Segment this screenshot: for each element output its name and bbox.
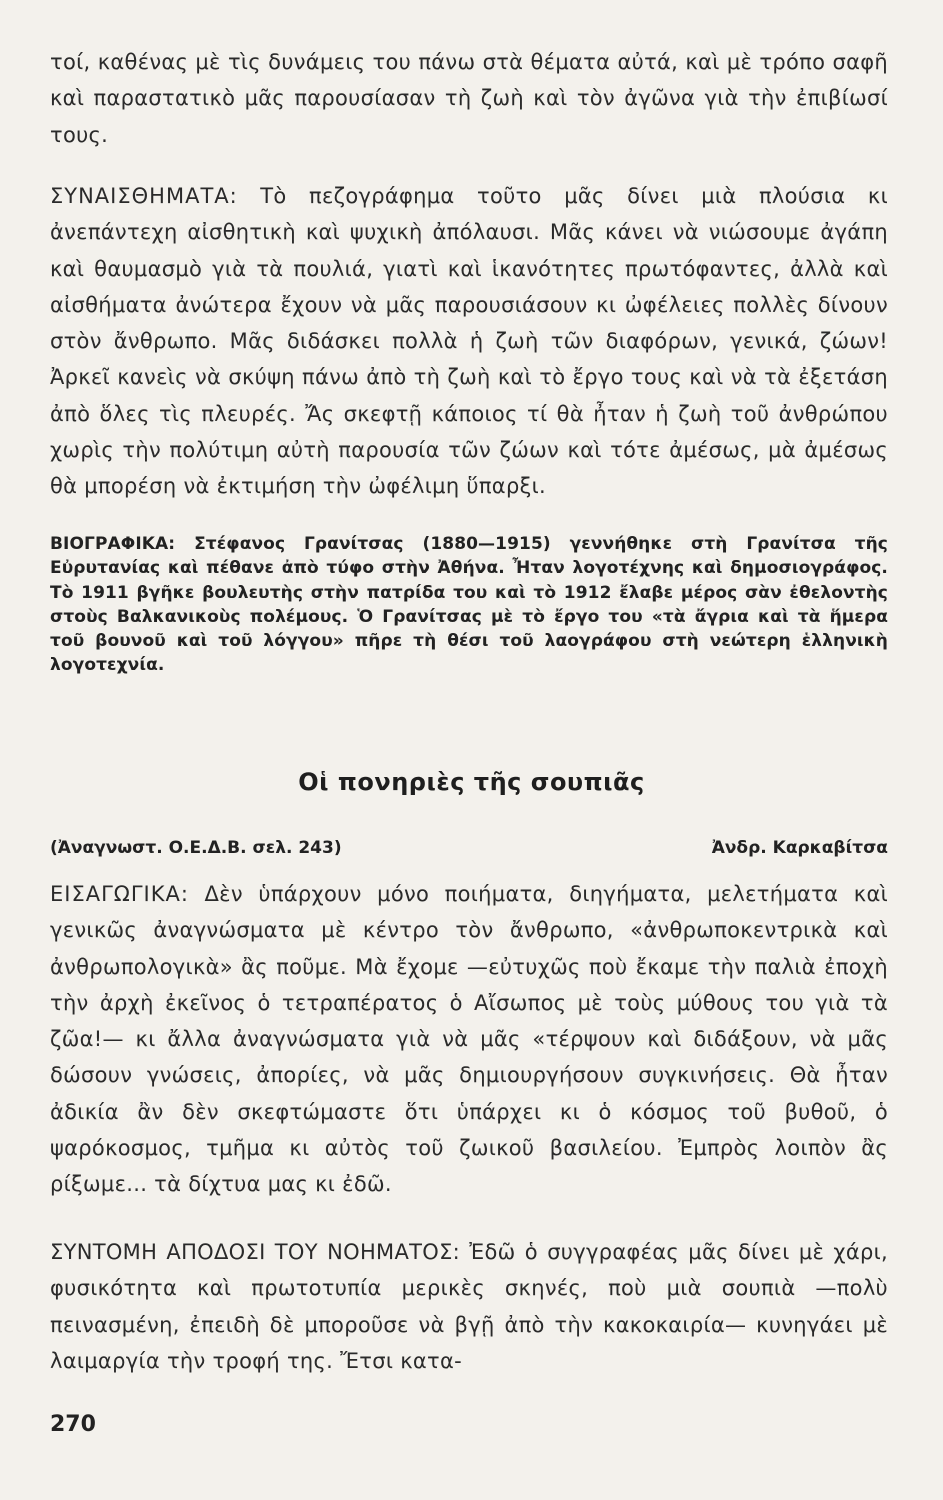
introduction-section [50,876,888,1203]
paragraph-text: τοί, καθένας μὲ τὶς δυνάμεις του πάνω στὰ θέματα αὐτά, καὶ μὲ τρόπο σαφῆ καὶ παραστατικὸ μᾶς παρουσίασαν τὴ ζωὴ καὶ τὸν ἀγῶνα γιὰ τὴν ἐπιβίωσί τους. [50,50,888,147]
biography-label: ΒΙΟΓΡΑΦΙΚΑ: [50,534,176,554]
summary-label: ΣΥΝΤΟΜΗ ΑΠΟΔΟΣΙ ΤΟΥ ΝΟΗΜΑΤΟΣ: [50,1240,461,1264]
page-number: 270 [50,1412,96,1437]
feelings-section [50,178,888,505]
source-line [50,838,888,858]
summary-section [50,1234,888,1379]
paragraph-continuation [50,44,888,153]
introduction-text: Δὲν ὑπάρχουν μόνο ποιήματα, διηγήματα, μελετήματα καὶ γενικῶς ἀναγνώσματα μὲ κέντρο τὸν ἄνθρωπο, «ἀνθρωποκεντρικὰ καὶ ἀνθρωπολογικὰ» ἂς ποῦμε. Μὰ ἔχομε —εὐτυχῶς ποὺ ἔκαμε τὴν παλιὰ ἐποχὴ τὴν ἀρχὴ ἐκεῖνος ὁ τετραπέρατος ὁ Αἴσωπος μὲ τοὺς μύθους του γιὰ τὰ ζῶα!— κι ἄλλα ἀναγνώσματα γιὰ νὰ μᾶς «τέρψουν καὶ διδάξουν, νὰ μᾶς δώσουν γνώσεις, ἀπορίες, νὰ μᾶς δημιουργήσουν συγκινήσεις. Θὰ ἦταν ἀδικία ἂν δὲν σκεφτώμαστε ὅτι ὑπάρχει κι ὁ κόσμος τοῦ βυθοῦ, ὁ ψαρόκοσμος, τμῆμα κι αὐτὸς τοῦ ζωικοῦ βασιλείου. Ἐμπρὸς λοιπὸν ἂς ρίξωμε... τὰ δίχτυα μας κι ἐδῶ. [50,882,888,1197]
story-title: Οἱ πονηριὲς τῆς σουπιᾶς [298,768,645,796]
summary-text: Ἐδῶ ὁ συγγραφέας μᾶς δίνει μὲ χάρι, φυσικότητα καὶ πρωτοτυπία μερικὲς σκηνές, ποὺ μιὰ σουπιὰ —πολὺ πεινασμένη, ἐπειδὴ δὲ μποροῦσε νὰ βγῇ ἀπὸ τὴν κακοκαιρία— κυνηγάει μὲ λαιμαργία τὴν τροφή της. Ἔτσι κατα- [50,1240,888,1373]
feelings-label: ΣΥΝΑΙΣΘΗΜΑΤΑ: [50,184,238,208]
introduction-label: ΕΙΣΑΓΩΓΙΚΑ: [50,882,189,906]
biography-section [50,532,888,678]
feelings-text: Τὸ πεζογράφημα τοῦτο μᾶς δίνει μιὰ πλούσια κι ἀνεπάντεχη αἰσθητικὴ καὶ ψυχικὴ ἀπόλαυσι. Μᾶς κάνει νὰ νιώσουμε ἀγάπη καὶ θαυμασμὸ γιὰ τὰ πουλιά, γιατὶ καὶ ἱκανότητες πρωτόφαντες, ἀλλὰ καὶ αἰσθήματα ἀνώτερα ἔχουν νὰ μᾶς παρουσιάσουν κι ὠφέλειες πολλὲς δίνουν στὸν ἄνθρωπο. Μᾶς διδάσκει πολλὰ ἡ ζωὴ τῶν διαφόρων, γενικά, ζώων! Ἀρκεῖ κανεὶς νὰ σκύψη πάνω ἀπὸ τὴ ζωὴ καὶ τὸ ἔργο τους καὶ νὰ τὰ ἐξετάση ἀπὸ ὅλες τὶς πλευρές. Ἄς σκεφτῇ κάποιος τί θὰ ἦταν ἡ ζωὴ τοῦ ἀνθρώπου χωρὶς τὴν πολύτιμη αὐτὴ παρουσία τῶν ζώων καὶ τότε ἀμέσως, μὰ ἀμέσως θὰ μπορέση νὰ ἐκτιμήση τὴν ὠφέλιμη ὕπαρξι. [50,184,888,499]
source-reference: (Ἀναγνωστ. Ο.Ε.Δ.Β. σελ. 243) [50,838,342,858]
author-name: Ἀνδρ. Καρκαβίτσα [711,838,888,858]
biography-text: Στέφανος Γρανίτσας (1880—1915) γεννήθηκε στὴ Γρανίτσα τῆς Εὐρυτανίας καὶ πέθανε ἀπὸ τύφο στὴν Ἀθήνα. Ἦταν λογοτέχνης καὶ δημοσιογράφος. Τὸ 1911 βγῆκε βουλευτὴς στὴν πατρίδα του καὶ τὸ 1912 ἔλαβε μέρος σὰν ἐθελοντὴς στοὺς Βαλκανικοὺς πολέμους. Ὁ Γρανίτσας μὲ τὸ ἔργο του «τὰ ἄγρια καὶ τὰ ἥμερα τοῦ βουνοῦ καὶ τοῦ λόγγου» πῆρε τὴ θέσι τοῦ λαογράφου στὴ νεώτερη ἑλληνικὴ λογοτεχνία. [50,534,888,676]
